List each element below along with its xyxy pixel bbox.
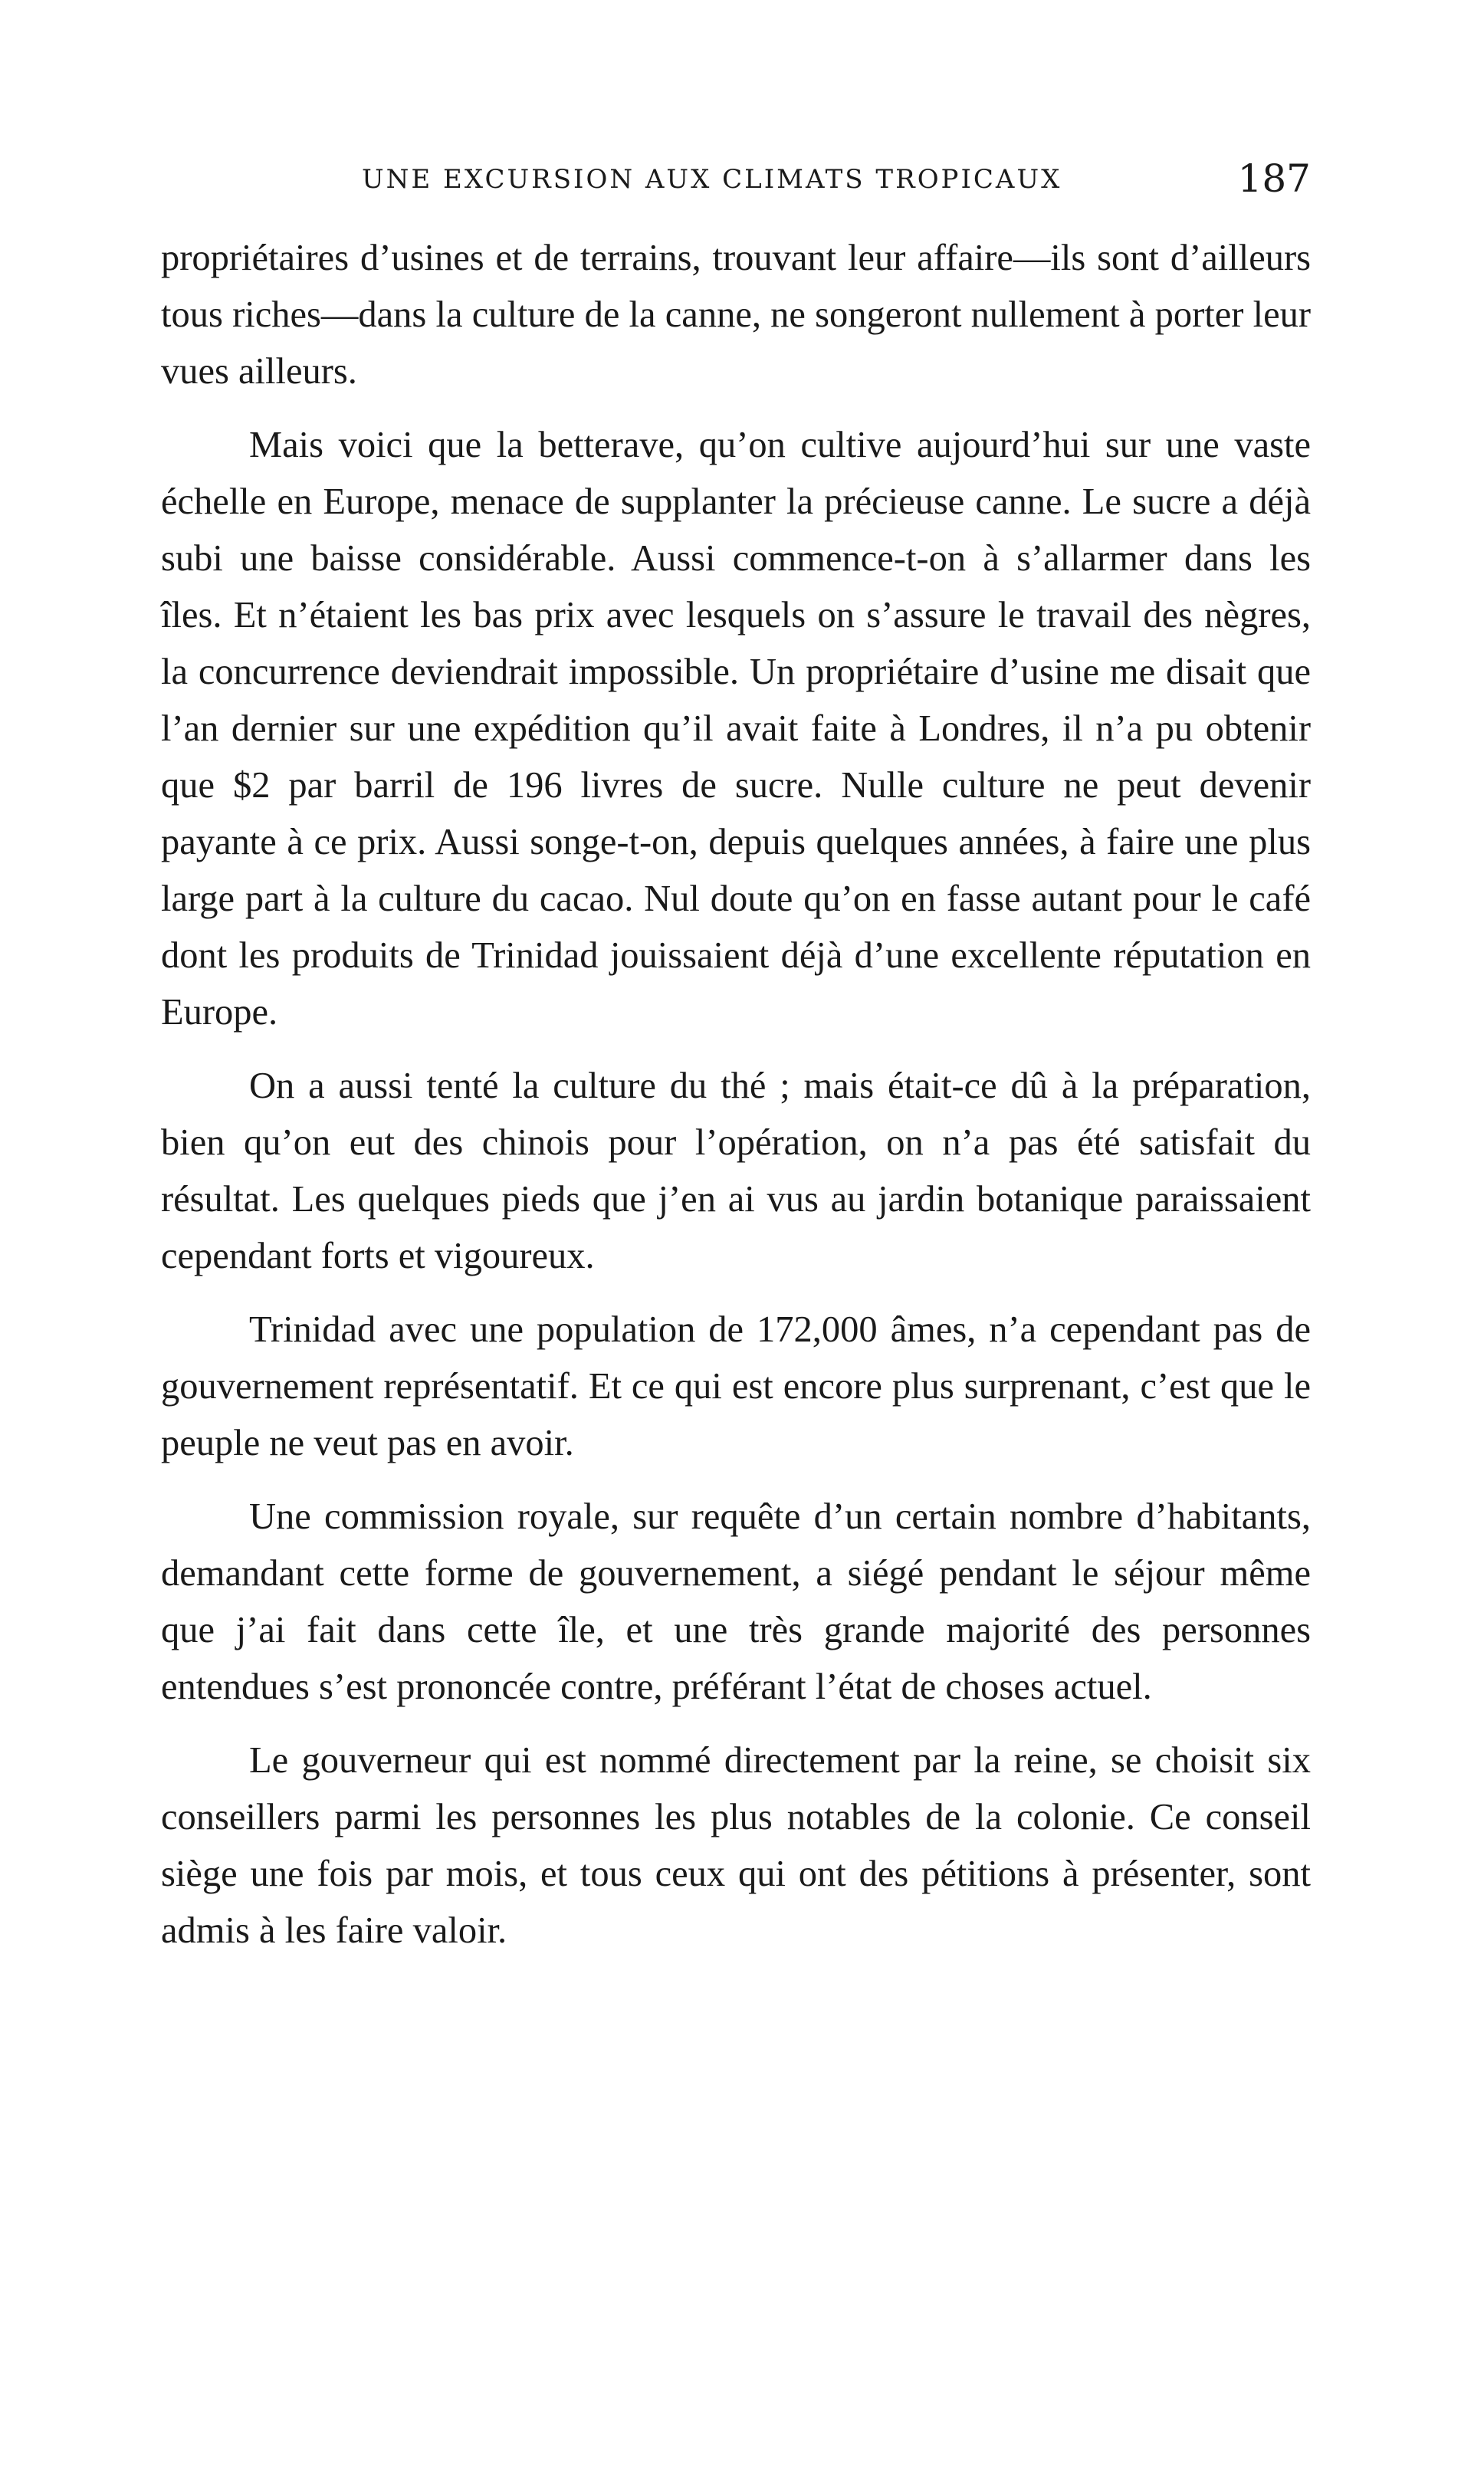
- paragraph-continuation: propriétaires d’usines et de terrains, trouvant leur affaire—ils sont d’ailleurs tous riches—dans la culture de la canne, ne songeront nullement à porter leur vues ailleurs.: [161, 238, 1311, 392]
- page-number: 187: [1237, 156, 1311, 201]
- running-title: UNE EXCURSION AUX CLIMATS TROPICAUX: [362, 164, 1062, 195]
- paragraph-commission: Une commission royale, sur requête d’un certain nombre d’habitants, demandant cette forme de gouvernement, a siégé pendant le séjour même que j’ai fait dans cette île, et une très grande majorité des personnes entendues s’est prononcée contre, préférant l’état de choses actuel.: [161, 1496, 1311, 1707]
- paragraph-the: On a aussi tenté la culture du thé ; mais était-ce dû à la préparation, bien qu’on eut des chinois pour l’opération, on n’a pas été satisfait du résultat. Les quelques pieds que j’en ai vus au jardin botanique paraissaient cependant forts et vigoureux.: [161, 1066, 1311, 1276]
- paragraph-population: Trinidad avec une population de 172,000 âmes, n’a cependant pas de gouvernement représentatif. Et ce qui est encore plus surprenant, c’est que le peuple ne veut pas en avoir.: [161, 1309, 1311, 1463]
- paragraph-betterave: Mais voici que la betterave, qu’on cultive aujourd’hui sur une vaste échelle en Europe, menace de supplanter la précieuse canne. Le sucre a déjà subi une baisse considérable. Aussi commence-t-on à s’allarmer dans les îles. Et n’étaient les bas prix avec lesquels on s’assure le travail des nègres, la concurrence deviendrait impossible. Un propriétaire d’usine me disait que l’an dernier sur une expédition qu’il avait faite à Londres, il n’a pu obtenir que $2 par barril de 196 livres de sucre. Nulle culture ne peut devenir payante à ce prix. Aussi songe-t-on, depuis quelques années, à faire une plus large part à la culture du cacao. Nul doute qu’on en fasse autant pour le café dont les produits de Trinidad jouissaient déjà d’une excellente réputation en Europe.: [161, 425, 1311, 1033]
- book-page: [161, 153, 1311, 1976]
- page-header: [161, 153, 1311, 207]
- paragraph-gouverneur: Le gouverneur qui est nommé directement par la reine, se choisit six conseillers parmi les personnes les plus notables de la colonie. Ce conseil siège une fois par mois, et tous ceux qui ont des pétitions à présenter, sont admis à les faire valoir.: [161, 1740, 1311, 1951]
- body-text: [161, 230, 1311, 1959]
